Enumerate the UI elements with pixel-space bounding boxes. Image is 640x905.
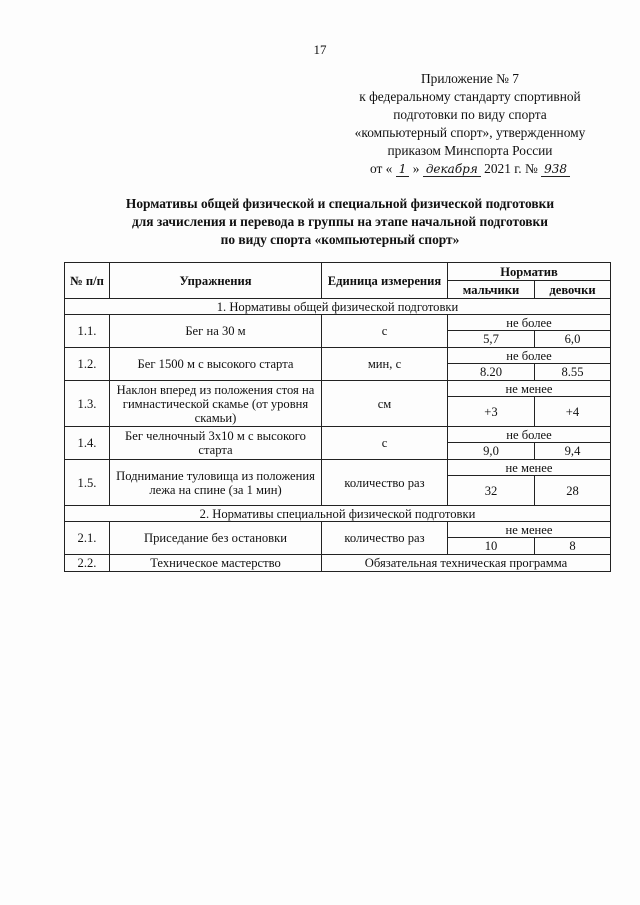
handwritten-month: декабря <box>423 163 481 177</box>
row-unit: см <box>322 381 448 427</box>
handwritten-day: 1 <box>396 163 410 177</box>
handwritten-order-number: 938 <box>541 163 570 177</box>
row-unit: мин, с <box>322 348 448 381</box>
title-line: по виду спорта «компьютерный спорт» <box>220 232 460 247</box>
appendix-line: Приложение № 7 <box>420 71 520 86</box>
appendix-block <box>330 70 610 178</box>
appendix-line: подготовки по виду спорта <box>393 107 547 122</box>
table-row <box>65 555 611 572</box>
row-num: 1.2. <box>65 348 110 381</box>
row-boys-value: +3 <box>448 397 535 427</box>
title-line: Нормативы общей физической и специальной физической подготовки <box>125 196 555 211</box>
order-date-line <box>330 160 610 178</box>
title-line: для зачисления и перевода в группы на этапе начальной подготовки <box>132 214 548 229</box>
row-girls-value: 28 <box>535 476 611 506</box>
row-boys-value: 10 <box>448 538 535 555</box>
header-girls: девочки <box>535 281 611 299</box>
row-exercise: Поднимание туловища из положения лежа на спине (за 1 мин) <box>110 460 322 506</box>
row-exercise: Бег 1500 м с высокого старта <box>110 348 322 381</box>
row-condition: не менее <box>448 460 611 476</box>
table-row <box>65 315 611 331</box>
row-exercise: Техническое мастерство <box>110 555 322 572</box>
row-condition: не менее <box>448 381 611 397</box>
section-title: 1. Нормативы общей физической подготовки <box>65 299 611 315</box>
row-exercise: Наклон вперед из положения стоя на гимнастической скамье (от уровня скамьи) <box>110 381 322 427</box>
row-girls-value: 9,4 <box>535 443 611 460</box>
header-norm: Норматив <box>448 263 611 281</box>
row-exercise: Приседание без остановки <box>110 522 322 555</box>
document-title <box>60 195 620 249</box>
table-row <box>65 460 611 476</box>
section-title: 2. Нормативы специальной физической подготовки <box>65 506 611 522</box>
row-girls-value: 8.55 <box>535 364 611 381</box>
date-mid: » <box>412 161 420 176</box>
row-condition: не более <box>448 315 611 331</box>
row-num: 1.4. <box>65 427 110 460</box>
row-num: 2.1. <box>65 522 110 555</box>
table-row <box>65 381 611 397</box>
header-unit: Единица измерения <box>322 263 448 299</box>
row-merged-value: Обязательная техническая программа <box>322 555 611 572</box>
row-num: 1.1. <box>65 315 110 348</box>
row-exercise: Бег на 30 м <box>110 315 322 348</box>
table-row <box>65 427 611 443</box>
row-exercise: Бег челночный 3x10 м с высокого старта <box>110 427 322 460</box>
row-num: 1.3. <box>65 381 110 427</box>
table-row <box>65 348 611 364</box>
appendix-line: приказом Минспорта России <box>387 143 553 158</box>
header-num: № п/п <box>65 263 110 299</box>
row-condition: не менее <box>448 522 611 538</box>
page-number: 17 <box>313 42 327 57</box>
row-condition: не более <box>448 348 611 364</box>
row-unit: количество раз <box>322 522 448 555</box>
row-girls-value: 8 <box>535 538 611 555</box>
row-num: 1.5. <box>65 460 110 506</box>
row-unit: с <box>322 315 448 348</box>
row-unit: количество раз <box>322 460 448 506</box>
row-girls-value: +4 <box>535 397 611 427</box>
row-boys-value: 5,7 <box>448 331 535 348</box>
row-unit: с <box>322 427 448 460</box>
date-prefix: от « <box>369 161 393 176</box>
norms-table <box>64 262 611 572</box>
row-condition: не более <box>448 427 611 443</box>
appendix-line: к федеральному стандарту спортивной <box>359 89 581 104</box>
row-boys-value: 8.20 <box>448 364 535 381</box>
row-num: 2.2. <box>65 555 110 572</box>
date-year: 2021 г. № <box>484 161 538 176</box>
row-boys-value: 9,0 <box>448 443 535 460</box>
header-boys: мальчики <box>448 281 535 299</box>
table-row <box>65 522 611 538</box>
row-girls-value: 6,0 <box>535 331 611 348</box>
header-exercise: Упражнения <box>110 263 322 299</box>
row-boys-value: 32 <box>448 476 535 506</box>
appendix-line: «компьютерный спорт», утвержденному <box>354 125 586 140</box>
